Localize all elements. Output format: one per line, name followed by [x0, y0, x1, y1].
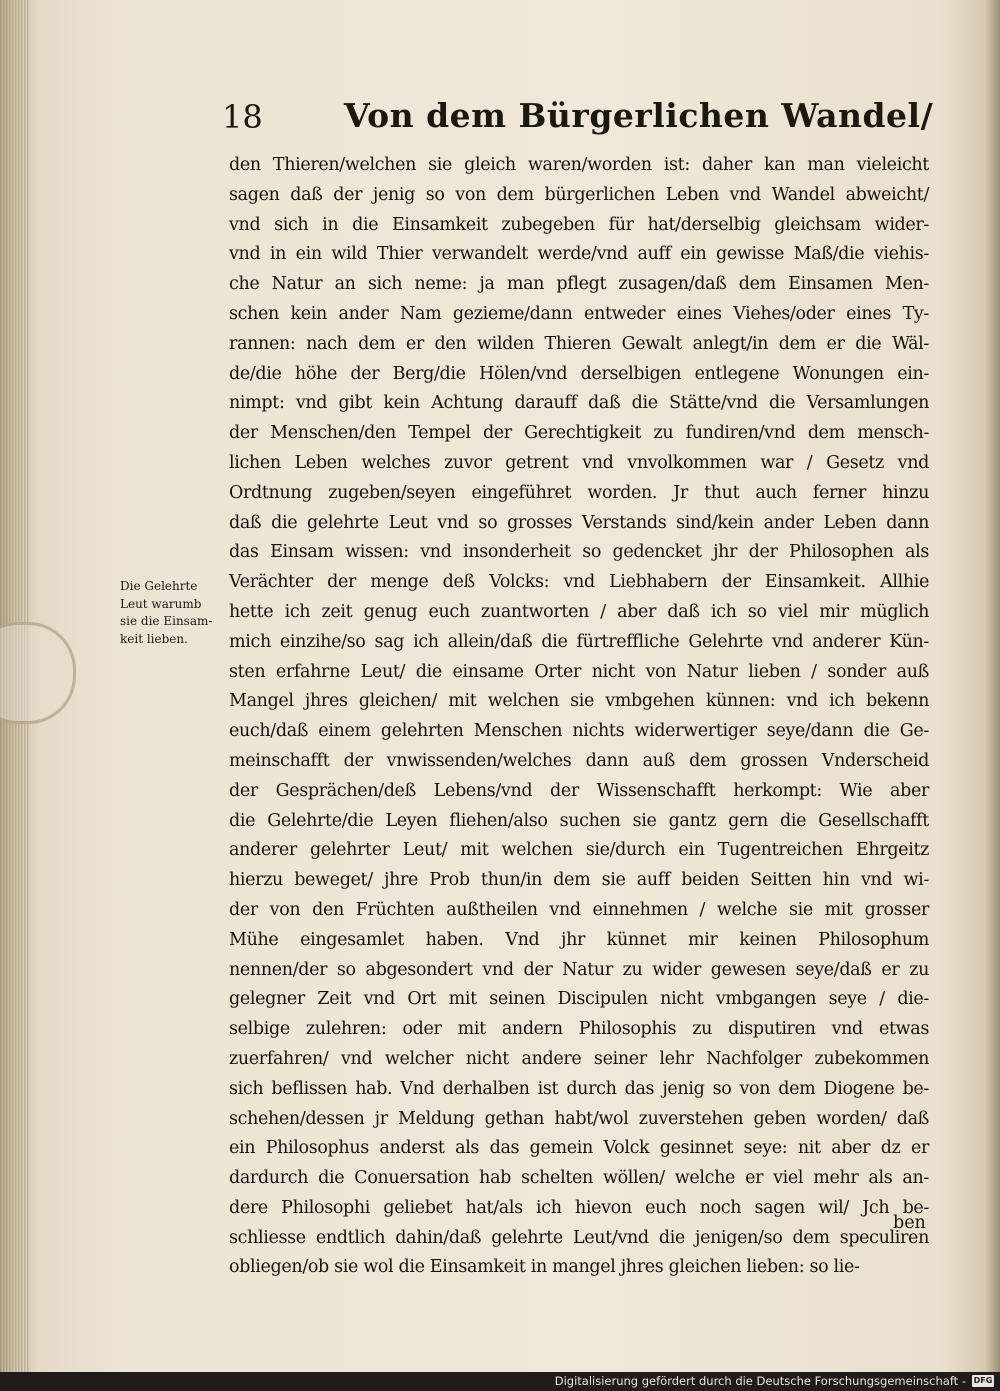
margin-note	[120, 578, 230, 648]
text-line: Mangel jhres gleichen/ mit welchen sie vmbgehen künnen: vnd ich bekenn	[229, 691, 929, 712]
body-text	[229, 151, 929, 1283]
text-line: der Menschen/den Tempel der Gerechtigkeit zu fundiren/vnd dem mensch-	[229, 423, 929, 444]
text-line: schliesse endtlich dahin/daß gelehrte Leut/vnd die jenigen/so dem speculiren	[229, 1227, 929, 1248]
text-line: rannen: nach dem er den wilden Thieren Gewalt anlegt/in dem er die Wäl-	[229, 333, 929, 354]
text-line: lichen Leben welches zuvor getrent vnd vnvolkommen war / Gesetz vnd	[229, 452, 929, 473]
text-line: zuerfahren/ vnd welcher nicht andere seiner lehr Nachfolger zubekommen	[229, 1048, 929, 1069]
text-line: ein Philosophus anderst als das gemein Volck gesinnet seye: nit aber dz er	[229, 1138, 929, 1159]
bookmark-tab	[0, 622, 76, 724]
margin-note-line: Leut warumb	[120, 596, 202, 611]
text-line: selbige zulehren: oder mit andern Philosophis zu disputiren vnd etwas	[229, 1019, 929, 1040]
margin-note-line: keit lieben.	[120, 631, 188, 646]
text-line: die Gelehrte/die Leyen fliehen/also suchen sie gantz gern die Gesellschafft	[229, 810, 929, 831]
catchword: ben	[893, 1213, 926, 1233]
running-title: Von dem Bürgerlichen Wandel/	[344, 96, 934, 135]
text-line: anderer gelehrter Leut/ mit welchen sie/durch ein Tugentreichen Ehrgeitz	[229, 840, 929, 861]
text-line: schen kein ander Nam gezieme/dann entweder eines Viehes/oder eines Ty-	[229, 303, 929, 324]
text-line: vnd in ein wild Thier verwandelt werde/vnd auff ein gewisse Maß/die viehis-	[229, 244, 929, 265]
text-line: das Einsam wissen: vnd insonderheit so gedencket jhr der Philosophen als	[229, 542, 929, 563]
text-line: sagen daß der jenig so von dem bürgerlichen Leben vnd Wandel abweicht/	[229, 184, 929, 205]
page-header	[0, 96, 1000, 146]
text-line: gelegner Zeit vnd Ort mit seinen Discipulen nicht vmbgangen seye / die-	[229, 989, 929, 1010]
text-line: euch/daß einem gelehrten Menschen nichts widerwertiger seye/dann die Ge-	[229, 721, 929, 742]
footer-bar	[0, 1372, 1000, 1391]
text-line: meinschafft der vnwissenden/welches dann auß dem grossen Vnderscheid	[229, 750, 929, 771]
text-line: dardurch die Conuersation hab schelten wöllen/ welche er viel mehr als an-	[229, 1168, 929, 1189]
text-line: hierzu beweget/ jhre Prob thun/in dem sie auff beiden Seitten hin vnd wi-	[229, 870, 929, 891]
text-line: der von den Früchten außtheilen vnd einnehmen / welche sie mit grosser	[229, 899, 929, 920]
text-line: nennen/der so abgesondert vnd der Natur zu wider gewesen seye/daß er zu	[229, 959, 929, 980]
text-line: che Natur an sich neme: ja man pflegt zusagen/daß dem Einsamen Men-	[229, 274, 929, 295]
text-line: sten erfahrne Leut/ die einsame Orter nicht von Natur lieben / sonder auß	[229, 661, 929, 682]
text-line: der Gesprächen/deß Lebens/vnd der Wissenschafft herkompt: Wie aber	[229, 780, 929, 801]
text-line: nimpt: vnd gibt kein Achtung darauff daß die Stätte/vnd die Versamlungen	[229, 393, 929, 414]
funding-credit: Digitalisierung gefördert durch die Deutsche Forschungsgemeinschaft -	[554, 1374, 966, 1388]
text-line: daß die gelehrte Leut vnd so grosses Verstands sind/kein ander Leben dann	[229, 512, 929, 533]
text-line: Verächter der menge deß Volcks: vnd Liebhabern der Einsamkeit. Allhie	[229, 572, 929, 593]
page-number: 18	[222, 98, 263, 136]
text-line: den Thieren/welchen sie gleich waren/worden ist: daher kan man vieleicht	[229, 155, 929, 175]
text-line: obliegen/ob sie wol die Einsamkeit in mangel jhres gleichen lieben: so lie-	[229, 1257, 860, 1278]
text-line: mich einzihe/so sag ich allein/daß die fürtreffliche Gelehrte vnd anderer Kün-	[229, 631, 929, 652]
text-line: sich beflissen hab. Vnd derhalben ist durch das jenig so von dem Diogene be-	[229, 1078, 929, 1099]
text-line: Mühe eingesamlet haben. Vnd jhr künnet mir keinen Philosophum	[229, 929, 929, 950]
text-line: vnd sich in die Einsamkeit zubegeben für hat/derselbig gleichsam wider-	[229, 214, 929, 235]
text-line: Ordtnung zugeben/seyen eingeführet worden. Jr thut auch ferner hinzu	[229, 482, 929, 503]
text-line: dere Philosophi geliebet hat/als ich hievon euch noch sagen wil/ Jch be-	[229, 1197, 929, 1218]
text-line: hette ich zeit genug euch zuantworten / aber daß ich so viel mir müglich	[229, 601, 929, 622]
text-line: schehen/dessen jr Meldung gethan habt/wol zuverstehen geben worden/ daß	[229, 1108, 929, 1129]
dfg-logo-icon: DFG	[973, 1376, 993, 1385]
text-line: de/die höhe der Berg/die Hölen/vnd derselbigen entlegene Wonungen ein-	[229, 363, 929, 384]
margin-note-line: Die Gelehrte	[120, 579, 198, 593]
margin-note-line: sie die Einsam-	[120, 614, 213, 628]
